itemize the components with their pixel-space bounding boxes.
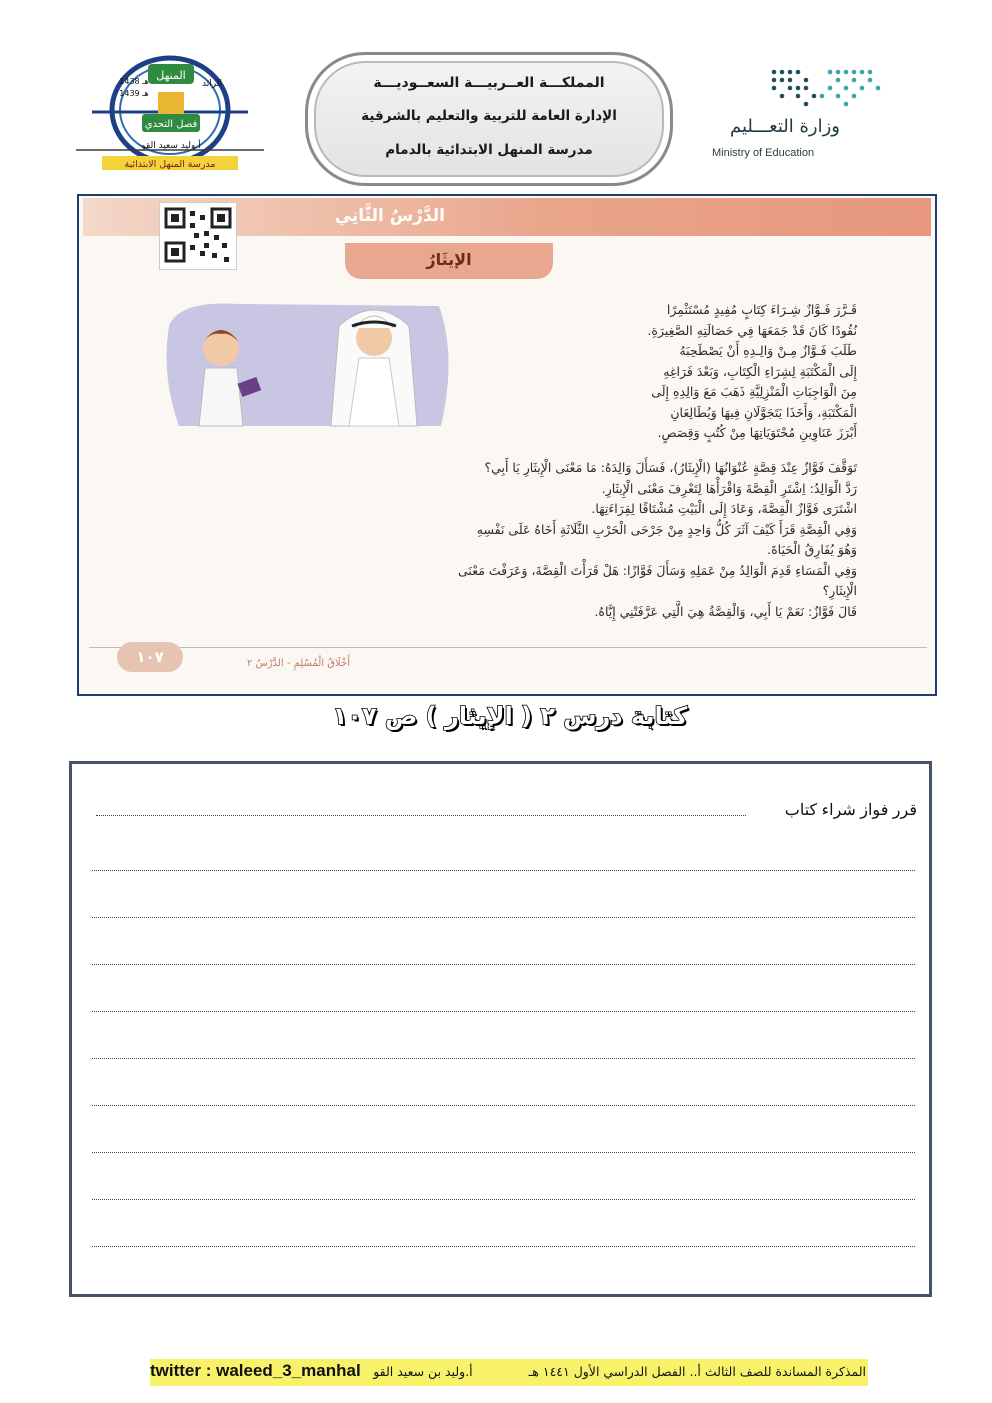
page-footer-text: أَخْلَاقُ الْمُسْلِمِ - الدَّرْسُ ٢: [247, 658, 350, 669]
svg-text:1438 هـ: 1438 هـ: [119, 77, 149, 86]
starter-sentence: قرر فواز شراء كتاب: [784, 802, 917, 819]
story-paragraph-1: قَـرَّرَ فَـوَّازٌ شِـرَاءَ كِتَابٍ مُفِيدٍ مُسْتَثْمِرًا نُقُودًا كَانَ قَدْ جَمَعَهَا فِي حَصَالَتِهِ الصَّغِيرَةِ. طَلَبَ فَـوَّازٌ مِـنْ وَالِـدِهِ أَنْ يَصْطَحِبَهُ إِلَى الْمَكْتَبَةِ لِشِرَاءِ الْكِتَابِ، وَبَعْدَ فَرَاغِهِ مِنَ الْوَاجِبَاتِ الْمَنْزِلِيَّةِ ذَهَبَ مَعَ وَالِدِهِ إِلَى الْمَكْتَبَةِ، وَأَخَذَا يَتَجَوَّلَانِ فِيهَا وَيُطَالِعَانِ أَبْرَزَ عَنَاوِينِ مُحْتَوَيَاتِهَا مِنْ كُتُبٍ وَقِصَصٍ.: [647, 302, 857, 440]
kingdom-title: المملكـــة العــربيـــة السعــوديـــة: [373, 75, 605, 91]
writing-line[interactable]: [96, 815, 746, 816]
ministry-name-ar: وزارة التعـــليم: [729, 116, 840, 137]
qr-code: [159, 202, 237, 270]
writing-line[interactable]: [92, 1246, 915, 1247]
writing-line[interactable]: [92, 1199, 915, 1200]
logo-top-label: المنهل: [156, 69, 186, 82]
teacher-name: أ.وليد بن سعيد القو: [373, 1364, 473, 1379]
writing-line[interactable]: [92, 964, 915, 965]
ministry-name-en: Ministry of Education: [712, 147, 815, 159]
svg-text:1439 هـ: 1439 هـ: [119, 89, 149, 98]
footer-text: [373, 1364, 866, 1379]
svg-text:مدرسة المنهل الابتدائية: مدرسة المنهل الابتدائية: [124, 159, 216, 170]
school-logo: [72, 52, 268, 174]
svg-text:أ.وليد سعيد القو: أ.وليد سعيد القو: [141, 141, 201, 151]
textbook-page-image: [77, 194, 937, 696]
page-number: ١٠٧: [117, 642, 183, 672]
writing-line[interactable]: [92, 917, 915, 918]
story-paragraph-2: تَوَقَّفَ فَوَّازٌ عِنْدَ قِصَّةٍ عُنْوَانُهَا (الْإِيثَارُ)، فَسَأَلَ وَالِدَهُ: مَا مَعْنَى الْإِيثَارِ يَا أَبِي؟ رَدَّ الْوَالِدُ: اِشْتَرِ الْقِصَّةَ وَاقْرَأْهَا لِتَعْرِفَ مَعْنَى الْإِيثَارِ. اشْتَرَى فَوَّازٌ الْقِصَّةَ، وَعَادَ إِلَى الْبَيْتِ مُشْتَاقًا لِقِرَاءَتِهَا. وَفِي الْقِصَّةِ قَرَأَ كَيْفَ آثَرَ كُلُّ وَاحِدٍ مِنْ جَرْحَى الْحَرْبِ الثَّلَاثَةِ أَخَاهُ عَلَى نَفْسِهِ وَهُوَ يُفَارِقُ الْحَيَاةَ. وَفِي الْمَسَاءِ قَدِمَ الْوَالِدُ مِنْ عَمَلِهِ وَسَأَلَ فَوَّازًا: هَلْ قَرَأْتَ الْقِصَّةَ، وَعَرَفْتَ مَعْنَى الْإِيثَارِ؟ قَالَ فَوَّازٌ: نَعَمْ يَا أَبِي، وَالْقِصَّةُ هِيَ الَّتِي عَرَّفَتْنِي إِيَّاهُ.: [458, 460, 857, 619]
writing-box: [69, 761, 932, 1297]
page-footer-divider: [89, 647, 927, 648]
story-title: الإيثَارُ: [345, 243, 553, 279]
twitter-handle: twitter : waleed_3_manhal: [150, 1361, 361, 1380]
writing-line[interactable]: [92, 1011, 915, 1012]
footer-bar: [150, 1359, 868, 1386]
writing-line[interactable]: [92, 870, 915, 871]
memo-text: المذكرة المساندة للصف الثالث أ.. الفصل الدراسي الأول ١٤٤١ هـ: [528, 1364, 866, 1379]
writing-line[interactable]: [92, 1058, 915, 1059]
svg-text:الرائد: الرائد: [202, 79, 222, 89]
writing-line[interactable]: [92, 1105, 915, 1106]
father-son-illustration: [159, 296, 459, 446]
header-title-box: [305, 52, 673, 186]
ministry-logo: [700, 62, 900, 172]
school-title: مدرسة المنهل الابتدائية بالدمام: [385, 142, 593, 158]
administration-title: الإدارة العامة للتربية والتعليم بالشرقية: [361, 108, 617, 124]
svg-text:فصل التحدي: فصل التحدي: [144, 119, 198, 130]
lesson-title: الدَّرْسُ الثَّانِي: [334, 206, 445, 226]
writing-line[interactable]: [92, 1152, 915, 1153]
writing-instruction: كتابة درس ٢ ( الإيثار ) ص ١٠٧: [332, 702, 688, 730]
